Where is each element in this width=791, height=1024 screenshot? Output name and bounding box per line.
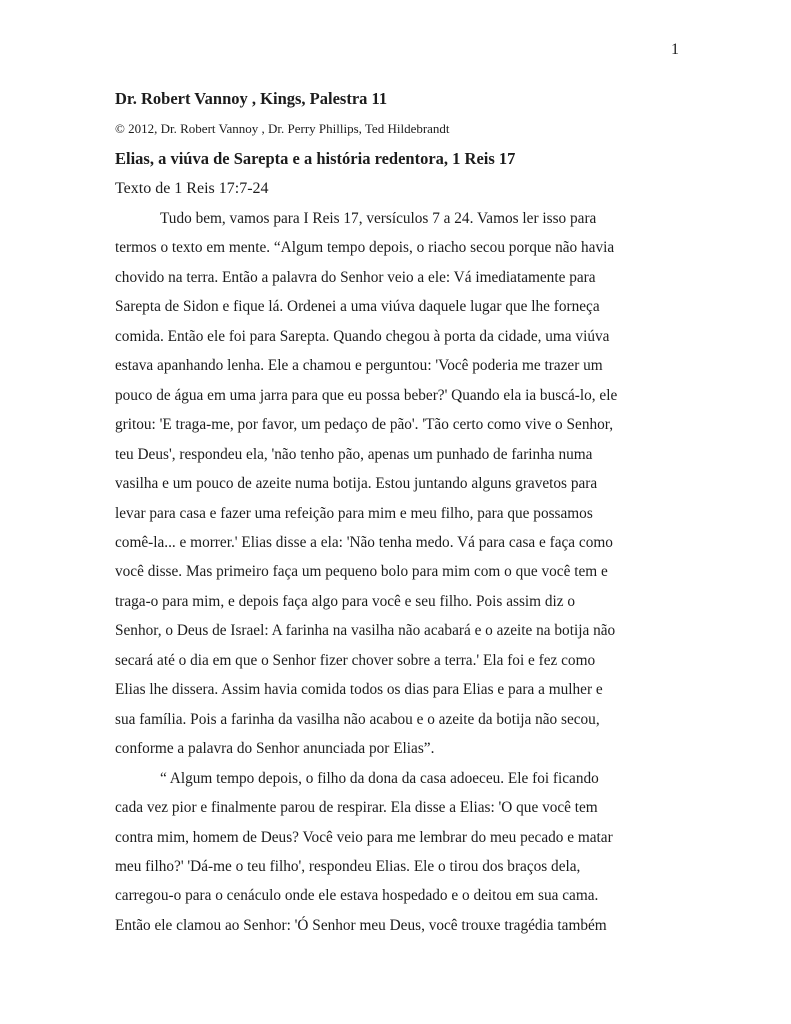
text-line: levar para casa e fazer uma refeição para mim e meu filho, para que possamos: [115, 504, 593, 522]
text-line: contra mim, homem de Deus? Você veio para me lembrar do meu pecado e matar: [115, 828, 613, 846]
text-line: teu Deus', respondeu ela, 'não tenho pão, apenas um punhado de farinha numa: [115, 445, 593, 463]
text-line: “ Algum tempo depois, o filho da dona da casa adoeceu. Ele foi ficando: [160, 769, 599, 787]
text-line: meu filho?' 'Dá-me o teu filho', respondeu Elias. Ele o tirou dos braços dela,: [115, 857, 581, 875]
paragraph-1: [115, 204, 685, 764]
text-line: traga-o para mim, e depois faça algo para você e seu filho. Pois assim diz o: [115, 592, 576, 610]
text-line: conforme a palavra do Senhor anunciada por Elias”.: [115, 740, 435, 758]
text-line: carregou-o para o cenáculo onde ele estava hospedado e o deitou em sua cama.: [115, 887, 599, 905]
text-line: Então ele clamou ao Senhor: 'Ó Senhor meu Deus, você trouxe tragédia também: [115, 916, 607, 934]
text-line: Tudo bem, vamos para I Reis 17, versículos 7 a 24. Vamos ler isso para: [160, 210, 597, 227]
paragraph-2: [115, 764, 685, 941]
text-line: Elias lhe dissera. Assim havia comida todos os dias para Elias e para a mulher e: [115, 681, 603, 699]
lecture-title: Dr. Robert Vannoy , Kings, Palestra 11: [115, 89, 388, 108]
text-line: comê-la... e morrer.' Elias disse a ela: 'Não tenha medo. Vá para casa e faça como: [115, 533, 613, 551]
section-heading: Elias, a viúva de Sarepta e a história redentora, 1 Reis 17: [115, 149, 516, 168]
text-line: sua família. Pois a farinha da vasilha não acabou e o azeite da botija não secou,: [115, 710, 600, 728]
text-line: você disse. Mas primeiro faça um pequeno bolo para mim com o que você tem e: [115, 563, 608, 581]
scripture-reference: Texto de 1 Reis 17:7-24: [115, 180, 269, 197]
text-line: vasilha e um pouco de azeite numa botija. Estou juntando alguns gravetos para: [115, 475, 598, 493]
text-line: estava apanhando lenha. Ele a chamou e perguntou: 'Você poderia me trazer um: [115, 357, 603, 375]
text-line: termos o texto em mente. “Algum tempo depois, o riacho secou porque não havia: [115, 239, 615, 257]
text-line: secará até o dia em que o Senhor fizer chover sobre a terra.' Ela foi e fez como: [115, 651, 596, 669]
text-line: comida. Então ele foi para Sarepta. Quando chegou à porta da cidade, uma viúva: [115, 327, 610, 345]
page-number: 1: [671, 41, 679, 58]
text-line: Sarepta de Sidon e fique lá. Ordenei a uma viúva daquele lugar que lhe forneça: [115, 298, 600, 316]
text-line: Senhor, o Deus de Israel: A farinha na vasilha não acabará e o azeite na botija não: [115, 622, 616, 640]
text-line: cada vez pior e finalmente parou de respirar. Ela disse a Elias: 'O que você tem: [115, 799, 598, 817]
page-content: [115, 84, 685, 940]
copyright-line: © 2012, Dr. Robert Vannoy , Dr. Perry Phillips, Ted Hildebrandt: [115, 121, 450, 136]
body-text: [115, 204, 685, 940]
text-line: chovido na terra. Então a palavra do Senhor veio a ele: Vá imediatamente para: [115, 268, 596, 286]
text-line: gritou: 'E traga-me, por favor, um pedaço de pão'. 'Tão certo como vive o Senhor,: [115, 416, 614, 434]
text-line: pouco de água em uma jarra para que eu possa beber?' Quando ela ia buscá-lo, ele: [115, 386, 618, 404]
